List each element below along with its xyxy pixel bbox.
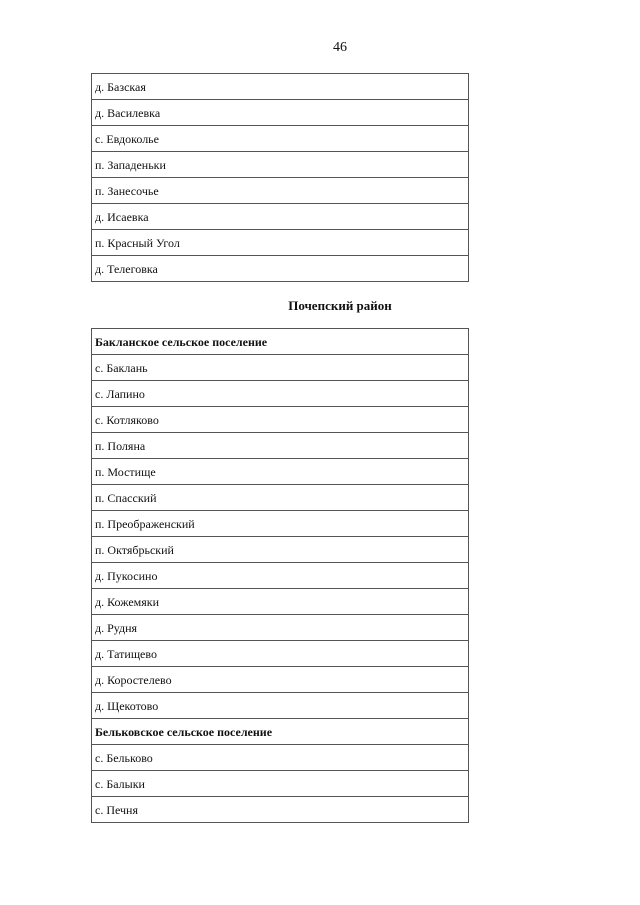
settlement-cell: д. Щекотово	[92, 693, 469, 719]
settlement-cell: п. Занесочье	[92, 178, 469, 204]
settlement-group-heading: Бельковское сельское поселение	[92, 719, 469, 745]
settlement-cell: д. Рудня	[92, 615, 469, 641]
settlements-table-top-body	[92, 74, 469, 282]
table-row	[92, 771, 469, 797]
table-row	[92, 204, 469, 230]
settlement-cell: с. Евдоколье	[92, 126, 469, 152]
settlement-cell: д. Коростелево	[92, 667, 469, 693]
settlement-cell: п. Спасский	[92, 485, 469, 511]
table-row	[92, 256, 469, 282]
settlement-cell: п. Красный Угол	[92, 230, 469, 256]
settlement-cell: д. Телеговка	[92, 256, 469, 282]
table-row	[92, 485, 469, 511]
table-row	[92, 745, 469, 771]
settlement-cell: п. Поляна	[92, 433, 469, 459]
table-row	[92, 797, 469, 823]
table-row	[92, 537, 469, 563]
settlement-group-row	[92, 329, 469, 355]
settlement-cell: с. Лапино	[92, 381, 469, 407]
settlement-cell: п. Западеньки	[92, 152, 469, 178]
section-title: Почепский район	[288, 298, 392, 313]
settlement-cell: с. Балыки	[92, 771, 469, 797]
table-row	[92, 667, 469, 693]
settlement-cell: с. Баклань	[92, 355, 469, 381]
table-row	[92, 100, 469, 126]
table-row	[92, 355, 469, 381]
settlements-table-main	[91, 328, 469, 823]
table-row	[92, 178, 469, 204]
settlement-cell: п. Мостище	[92, 459, 469, 485]
table-row	[92, 563, 469, 589]
table-row	[92, 152, 469, 178]
settlement-cell: с. Печня	[92, 797, 469, 823]
settlement-cell: д. Базская	[92, 74, 469, 100]
table-row	[92, 641, 469, 667]
table-row	[92, 407, 469, 433]
settlement-cell: д. Василевка	[92, 100, 469, 126]
table-row	[92, 433, 469, 459]
settlement-cell: д. Кожемяки	[92, 589, 469, 615]
settlement-cell: д. Исаевка	[92, 204, 469, 230]
settlement-cell: п. Преображенский	[92, 511, 469, 537]
settlements-table-top	[91, 73, 469, 282]
table-row	[92, 693, 469, 719]
page-number: 46	[333, 40, 347, 55]
settlement-cell: д. Пукосино	[92, 563, 469, 589]
settlement-group-heading: Бакланское сельское поселение	[92, 329, 469, 355]
table-row	[92, 615, 469, 641]
settlement-cell: с. Бельково	[92, 745, 469, 771]
table-row	[92, 459, 469, 485]
table-row	[92, 230, 469, 256]
settlement-cell: п. Октябрьский	[92, 537, 469, 563]
settlement-group-row	[92, 719, 469, 745]
table-row	[92, 381, 469, 407]
settlements-table-main-body	[92, 329, 469, 823]
table-row	[92, 589, 469, 615]
table-row	[92, 74, 469, 100]
settlement-cell: с. Котляково	[92, 407, 469, 433]
table-row	[92, 126, 469, 152]
settlement-cell: д. Татищево	[92, 641, 469, 667]
table-row	[92, 511, 469, 537]
